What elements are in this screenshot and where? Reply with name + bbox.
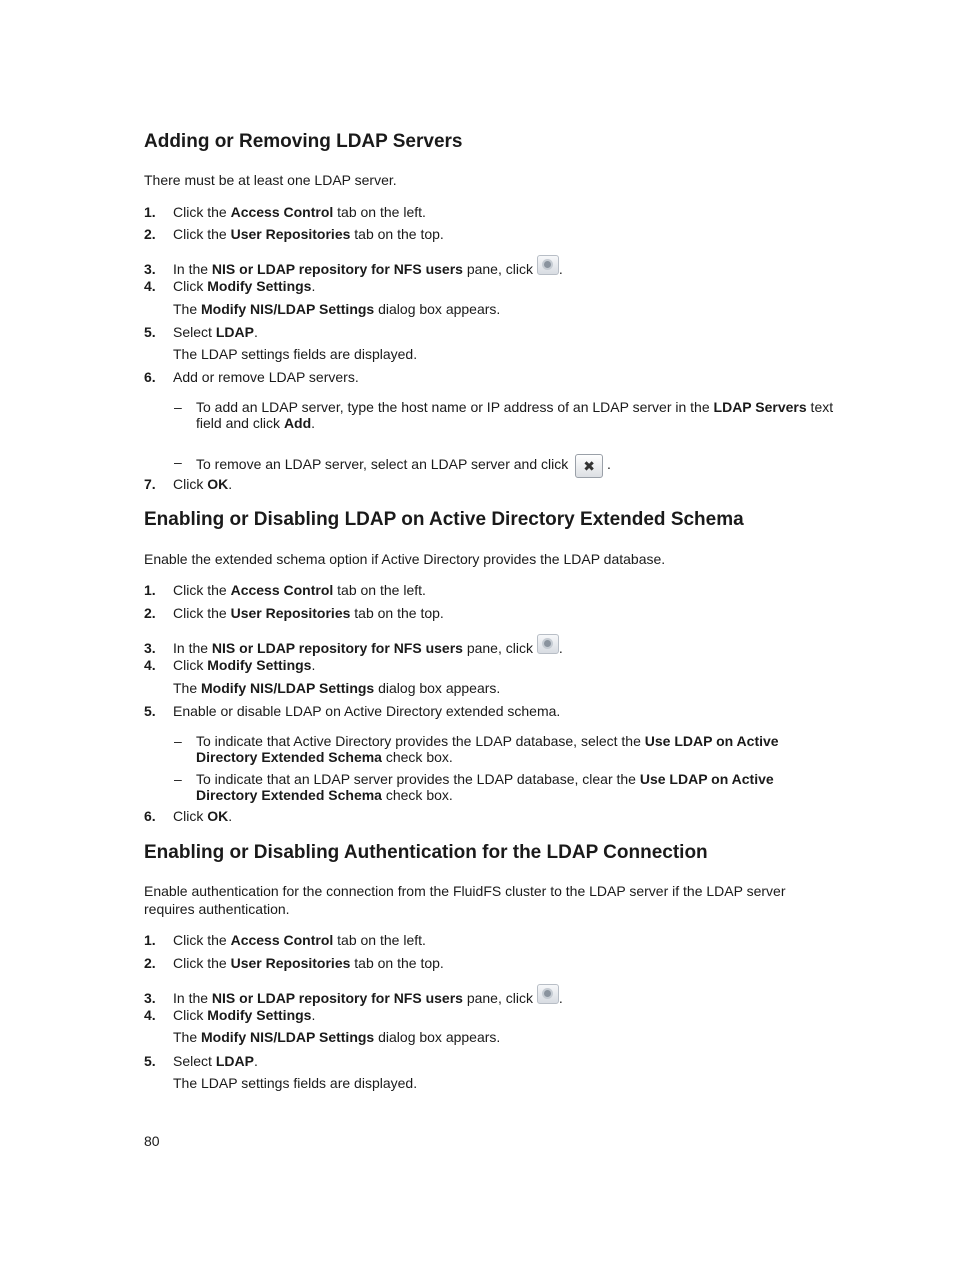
step-number: 2. (144, 955, 156, 971)
s1-step-1: 1. Click the Access Control tab on the left. (144, 204, 426, 220)
s1-step-2: 2. Click the User Repositories tab on the top. (144, 226, 444, 242)
s1-step-7: 7. Click OK. (144, 476, 233, 492)
s3-step-1: 1. Click the Access Control tab on the left. (144, 932, 426, 948)
step-number: 3. (144, 990, 156, 1006)
section-title-ldap-authentication: Enabling or Disabling Authentication for the LDAP Connection (144, 842, 708, 863)
s3-step-5-result: The LDAP settings fields are displayed. (173, 1075, 418, 1091)
page-number: 80 (144, 1133, 160, 1149)
step-number: 5. (144, 703, 156, 719)
step-number: 2. (144, 226, 156, 242)
s2-step-3: 3. In the NIS or LDAP repository for NFS users pane, click . (144, 634, 834, 657)
s3-step-5: 5. Select LDAP. (144, 1053, 258, 1069)
s1-substep-add: – To add an LDAP server, type the host name or IP address of an LDAP server in the LDAP Servers text field and click Add. (174, 399, 834, 431)
s1-step-3: 3. In the NIS or LDAP repository for NFS users pane, click . (144, 255, 834, 278)
step-number: 4. (144, 278, 156, 294)
s2-step-5: 5. Enable or disable LDAP on Active Directory extended schema. (144, 703, 561, 719)
s2-step-2: 2. Click the User Repositories tab on the top. (144, 605, 444, 621)
s1-step-5-result: The LDAP settings fields are displayed. (173, 346, 418, 362)
s2-substep-select: – To indicate that Active Directory provides the LDAP database, select the Use LDAP on Active Directory Extended Schema check box. (174, 733, 779, 765)
step-number: 2. (144, 605, 156, 621)
gear-icon[interactable] (537, 634, 559, 654)
section3-intro: Enable authentication for the connection from the FluidFS cluster to the LDAP server if the LDAP server requires authentication. (144, 883, 786, 917)
s1-step-5: 5. Select LDAP. (144, 324, 258, 340)
s2-step-6: 6. Click OK. (144, 808, 233, 824)
step-number: 3. (144, 640, 156, 656)
s1-substep-remove: – To remove an LDAP server, select an LDAP server and click ✖ . (174, 454, 834, 478)
s1-step-4-result: The Modify NIS/LDAP Settings dialog box appears. (173, 301, 501, 317)
s2-step-4: 4. Click Modify Settings. (144, 657, 316, 673)
s2-step-4-result: The Modify NIS/LDAP Settings dialog box appears. (173, 680, 501, 696)
section2-intro: Enable the extended schema option if Active Directory provides the LDAP database. (144, 551, 666, 567)
section-title-extended-schema: Enabling or Disabling LDAP on Active Directory Extended Schema (144, 509, 744, 530)
step-number: 5. (144, 1053, 156, 1069)
step-number: 6. (144, 808, 156, 824)
step-number: 1. (144, 582, 156, 598)
step-number: 4. (144, 657, 156, 673)
s2-substep-clear: – To indicate that an LDAP server provides the LDAP database, clear the Use LDAP on Active Directory Extended Schema check box. (174, 771, 774, 803)
step-number: 7. (144, 476, 156, 492)
s3-step-4: 4. Click Modify Settings. (144, 1007, 316, 1023)
step-number: 3. (144, 261, 156, 277)
section-title-adding-removing-ldap: Adding or Removing LDAP Servers (144, 131, 463, 152)
step-number: 4. (144, 1007, 156, 1023)
gear-icon[interactable] (537, 984, 559, 1004)
step-number: 6. (144, 369, 156, 385)
s3-step-2: 2. Click the User Repositories tab on the top. (144, 955, 444, 971)
s2-step-1: 1. Click the Access Control tab on the left. (144, 582, 426, 598)
s1-step-4: 4. Click Modify Settings. (144, 278, 316, 294)
gear-icon[interactable] (537, 255, 559, 275)
step-number: 1. (144, 932, 156, 948)
s1-step-6: 6. Add or remove LDAP servers. (144, 369, 359, 385)
close-icon[interactable]: ✖ (575, 454, 603, 478)
step-number: 1. (144, 204, 156, 220)
section1-intro: There must be at least one LDAP server. (144, 172, 397, 188)
s3-step-3: 3. In the NIS or LDAP repository for NFS users pane, click . (144, 984, 834, 1007)
s3-step-4-result: The Modify NIS/LDAP Settings dialog box appears. (173, 1029, 501, 1045)
step-number: 5. (144, 324, 156, 340)
